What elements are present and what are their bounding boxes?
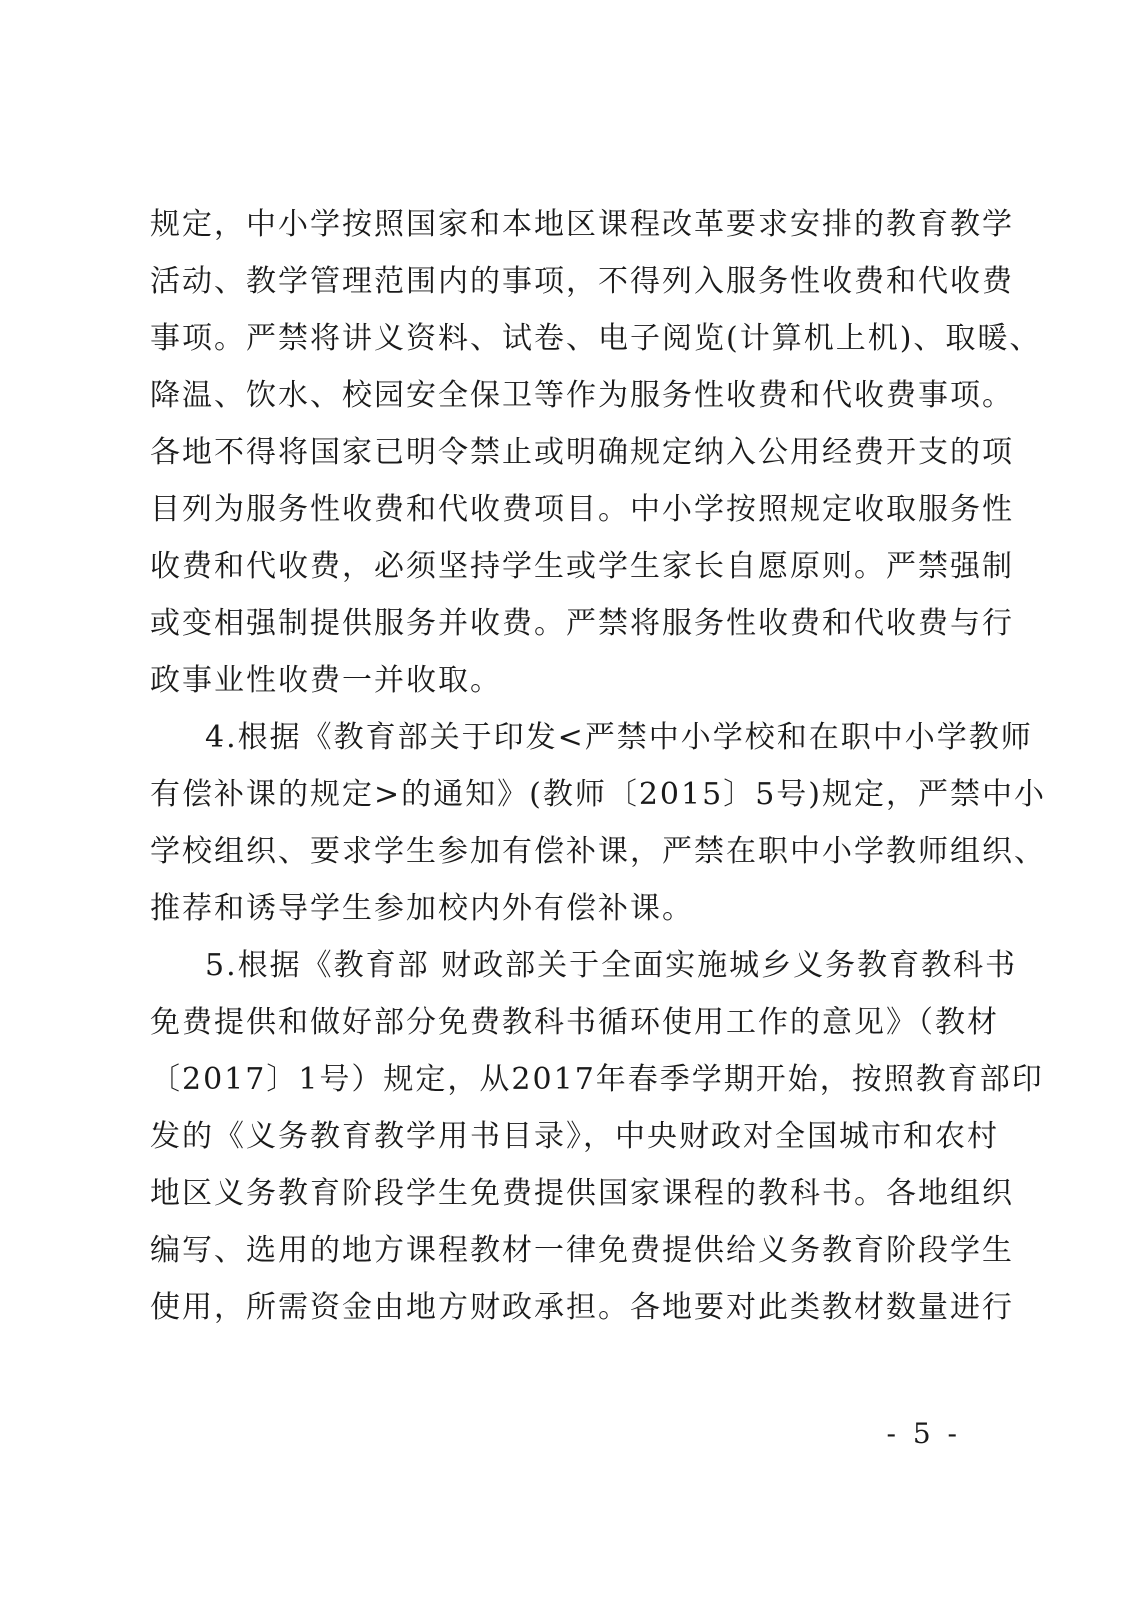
body-text-line: 使用，所需资金由地方财政承担。各地要对此类教材数量进行 [150, 1290, 1014, 1325]
body-text-line: 各地不得将国家已明令禁止或明确规定纳入公用经费开支的项 [150, 435, 1014, 470]
body-text-line: 或变相强制提供服务并收费。严禁将服务性收费和代收费与行 [150, 606, 1014, 641]
body-text-line: 事项。严禁将讲义资料、试卷、电子阅览(计算机上机)、取暖、 [150, 321, 1042, 356]
paragraph-5-first-line: 5.根据《教育部 财政部关于全面实施城乡义务教育教科书 [205, 948, 1018, 983]
body-text-line: 〔2017〕1号）规定，从2017年春季学期开始，按照教育部印 [150, 1062, 1044, 1097]
body-text-line: 降温、饮水、校园安全保卫等作为服务性收费和代收费事项。 [150, 378, 1014, 413]
body-text-line: 免费提供和做好部分免费教科书循环使用工作的意见》（教材 [150, 1005, 999, 1040]
body-text-line: 学校组织、要求学生参加有偿补课，严禁在职中小学教师组织、 [150, 834, 1046, 869]
body-text-line: 推荐和诱导学生参加校内外有偿补课。 [150, 891, 694, 926]
body-text-line: 目列为服务性收费和代收费项目。中小学按照规定收取服务性 [150, 492, 1014, 527]
body-text-line: 发的《义务教育教学用书目录》，中央财政对全国城市和农村 [150, 1119, 999, 1154]
body-text-line: 有偿补课的规定>的通知》(教师〔2015〕5号)规定，严禁中小 [150, 777, 1046, 812]
body-text-line: 规定，中小学按照国家和本地区课程改革要求安排的教育教学 [150, 207, 1014, 242]
body-text-line: 政事业性收费一并收取。 [150, 663, 502, 698]
body-text-line: 编写、选用的地方课程教材一律免费提供给义务教育阶段学生 [150, 1233, 1014, 1268]
paragraph-4-first-line: 4.根据《教育部关于印发<严禁中小学校和在职中小学教师 [205, 720, 1033, 755]
body-text-line: 地区义务教育阶段学生免费提供国家课程的教科书。各地组织 [150, 1176, 1014, 1211]
page-number: - 5 - [886, 1417, 961, 1450]
body-text-line: 收费和代收费，必须坚持学生或学生家长自愿原则。严禁强制 [150, 549, 1014, 584]
body-text-line: 活动、教学管理范围内的事项，不得列入服务性收费和代收费 [150, 264, 1014, 299]
